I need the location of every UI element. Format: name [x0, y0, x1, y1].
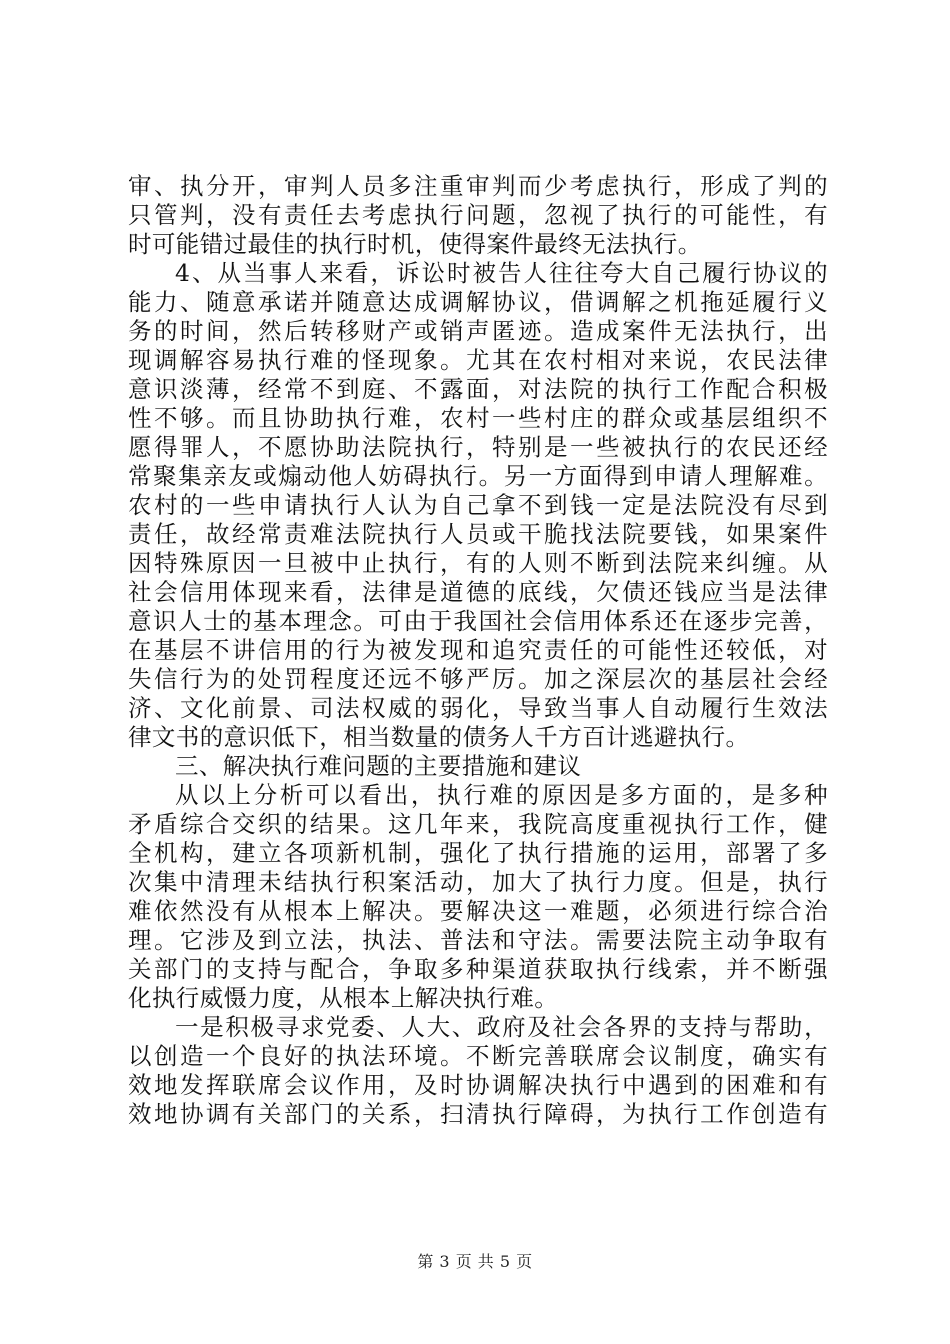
text-line: 理。它涉及到立法，执法、普法和守法。需要法院主动争取有 [128, 926, 828, 954]
text-line: 三、解决执行难问题的主要措施和建议 [175, 752, 582, 780]
text-line: 责任，故经常责难法院执行人员或干脆找法院要钱，如果案件 [128, 520, 828, 548]
text-line: 以创造一个良好的执法环境。不断完善联席会议制度，确实有 [128, 1042, 828, 1070]
text-line: 一是积极寻求党委、人大、政府及社会各界的支持与帮助， [175, 1013, 828, 1041]
text-line: 常聚集亲友或煽动他人妨碍执行。另一方面得到申请人理解难。 [128, 462, 828, 490]
text-line: 只管判，没有责任去考虑执行问题，忽视了执行的可能性，有 [128, 201, 828, 229]
text-line: 4、从当事人来看，诉讼时被告人往往夸大自己履行协议的 [175, 259, 828, 287]
document-body [128, 172, 828, 1129]
text-line: 时可能错过最佳的执行时机，使得案件最终无法执行。 [128, 230, 702, 258]
page-footer: 第 3 页 共 5 页 [417, 1252, 533, 1271]
text-line: 次集中清理未结执行积案活动，加大了执行力度。但是，执行 [128, 868, 828, 896]
text-line: 难依然没有从根本上解决。要解决这一难题，必须进行综合治 [128, 897, 828, 925]
text-line: 能力、随意承诺并随意达成调解协议，借调解之机拖延履行义 [128, 288, 828, 316]
body-text [128, 172, 828, 1129]
text-line: 现调解容易执行难的怪现象。尤其在农村相对来说，农民法律 [128, 346, 828, 374]
text-line: 效地发挥联席会议作用，及时协调解决执行中遇到的困难和有 [128, 1071, 828, 1099]
text-line: 审、执分开，审判人员多注重审判而少考虑执行，形成了判的 [128, 172, 828, 200]
text-line: 济、文化前景、司法权威的弱化，导致当事人自动履行生效法 [128, 694, 828, 722]
text-line: 全机构，建立各项新机制，强化了执行措施的运用，部署了多 [128, 839, 828, 867]
text-line: 意识人士的基本理念。可由于我国社会信用体系还在逐步完善， [128, 607, 828, 635]
text-line: 失信行为的处罚程度还远不够严厉。加之深层次的基层社会经 [128, 665, 828, 693]
text-line: 从以上分析可以看出，执行难的原因是多方面的，是多种 [175, 781, 828, 809]
text-line: 关部门的支持与配合，争取多种渠道获取执行线索，并不断强 [128, 955, 828, 983]
text-line: 在基层不讲信用的行为被发现和追究责任的可能性还较低，对 [128, 636, 828, 664]
text-line: 化执行威慑力度，从根本上解决执行难。 [128, 984, 559, 1012]
text-line: 农村的一些申请执行人认为自己拿不到钱一定是法院没有尽到 [128, 491, 828, 519]
text-line: 愿得罪人，不愿协助法院执行，特别是一些被执行的农民还经 [128, 433, 828, 461]
text-line: 务的时间，然后转移财产或销声匿迹。造成案件无法执行，出 [128, 317, 828, 345]
text-line: 性不够。而且协助执行难，农村一些村庄的群众或基层组织不 [128, 404, 828, 432]
text-line: 意识淡薄，经常不到庭、不露面，对法院的执行工作配合积极 [128, 375, 828, 403]
text-line: 律文书的意识低下，相当数量的债务人千方百计逃避执行。 [128, 723, 750, 751]
text-line: 因特殊原因一旦被中止执行，有的人则不断到法院来纠缠。从 [128, 549, 828, 577]
text-line: 矛盾综合交织的结果。这几年来，我院高度重视执行工作，健 [128, 810, 828, 838]
text-line: 社会信用体现来看，法律是道德的底线，欠债还钱应当是法律 [128, 578, 828, 606]
text-line: 效地协调有关部门的关系，扫清执行障碍，为执行工作创造有 [128, 1100, 828, 1128]
